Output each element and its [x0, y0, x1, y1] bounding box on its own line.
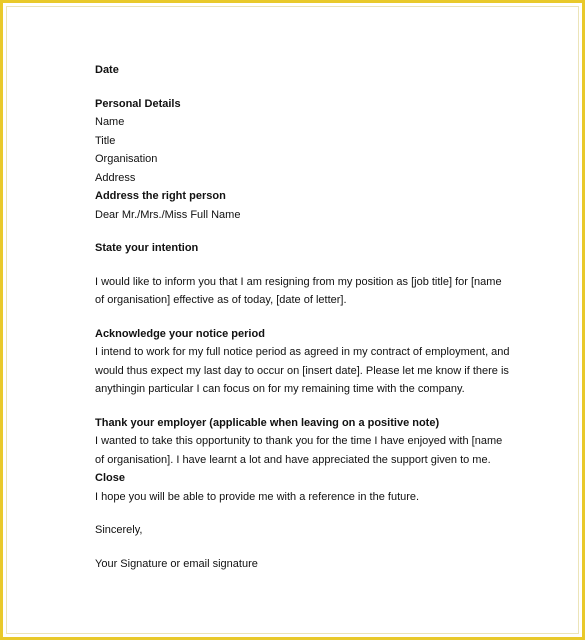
salutation: Dear Mr./Mrs./Miss Full Name: [95, 208, 241, 221]
address-heading: Address the right person: [95, 190, 226, 202]
notice-text-line-3: anythingin particular I can focus on for my remaining time with the company.: [95, 383, 465, 395]
thank-text-line-1: I wanted to take this opportunity to thank you for the time I have enjoyed with [name: [95, 435, 503, 447]
thank-text-line-2: of organisation]. I have learnt a lot and have appreciated the support given to me.: [95, 453, 491, 466]
personal-detail-name: Name: [95, 116, 125, 128]
close-text: I hope you will be able to provide me with a reference in the future.: [95, 490, 420, 503]
personal-details-heading: Personal Details: [95, 97, 181, 110]
intention-text-line-2: of organisation] effective as of today, [date of letter].: [95, 294, 347, 306]
sign-off: Sincerely,: [95, 524, 143, 536]
personal-detail-address: Address: [95, 171, 136, 184]
intention-text-line-1: I would like to inform you that I am resigning from my position as [job title] for [name: [95, 275, 502, 288]
resignation-letter: [95, 61, 535, 573]
signature-line: Your Signature or email signature: [95, 557, 258, 570]
thank-heading: Thank your employer (applicable when leaving on a positive note): [95, 416, 440, 429]
notice-heading: Acknowledge your notice period: [95, 327, 265, 340]
date-heading: Date: [95, 64, 119, 76]
personal-detail-title: Title: [95, 134, 116, 147]
personal-detail-organisation: Organisation: [95, 153, 158, 165]
notice-text-line-2: would thus expect my last day to occur on [insert date]. Please let me know if there is: [95, 364, 509, 377]
intention-heading: State your intention: [95, 242, 199, 254]
notice-text-line-1: I intend to work for my full notice period as agreed in my contract of employment, and: [95, 346, 510, 358]
close-heading: Close: [95, 472, 125, 484]
